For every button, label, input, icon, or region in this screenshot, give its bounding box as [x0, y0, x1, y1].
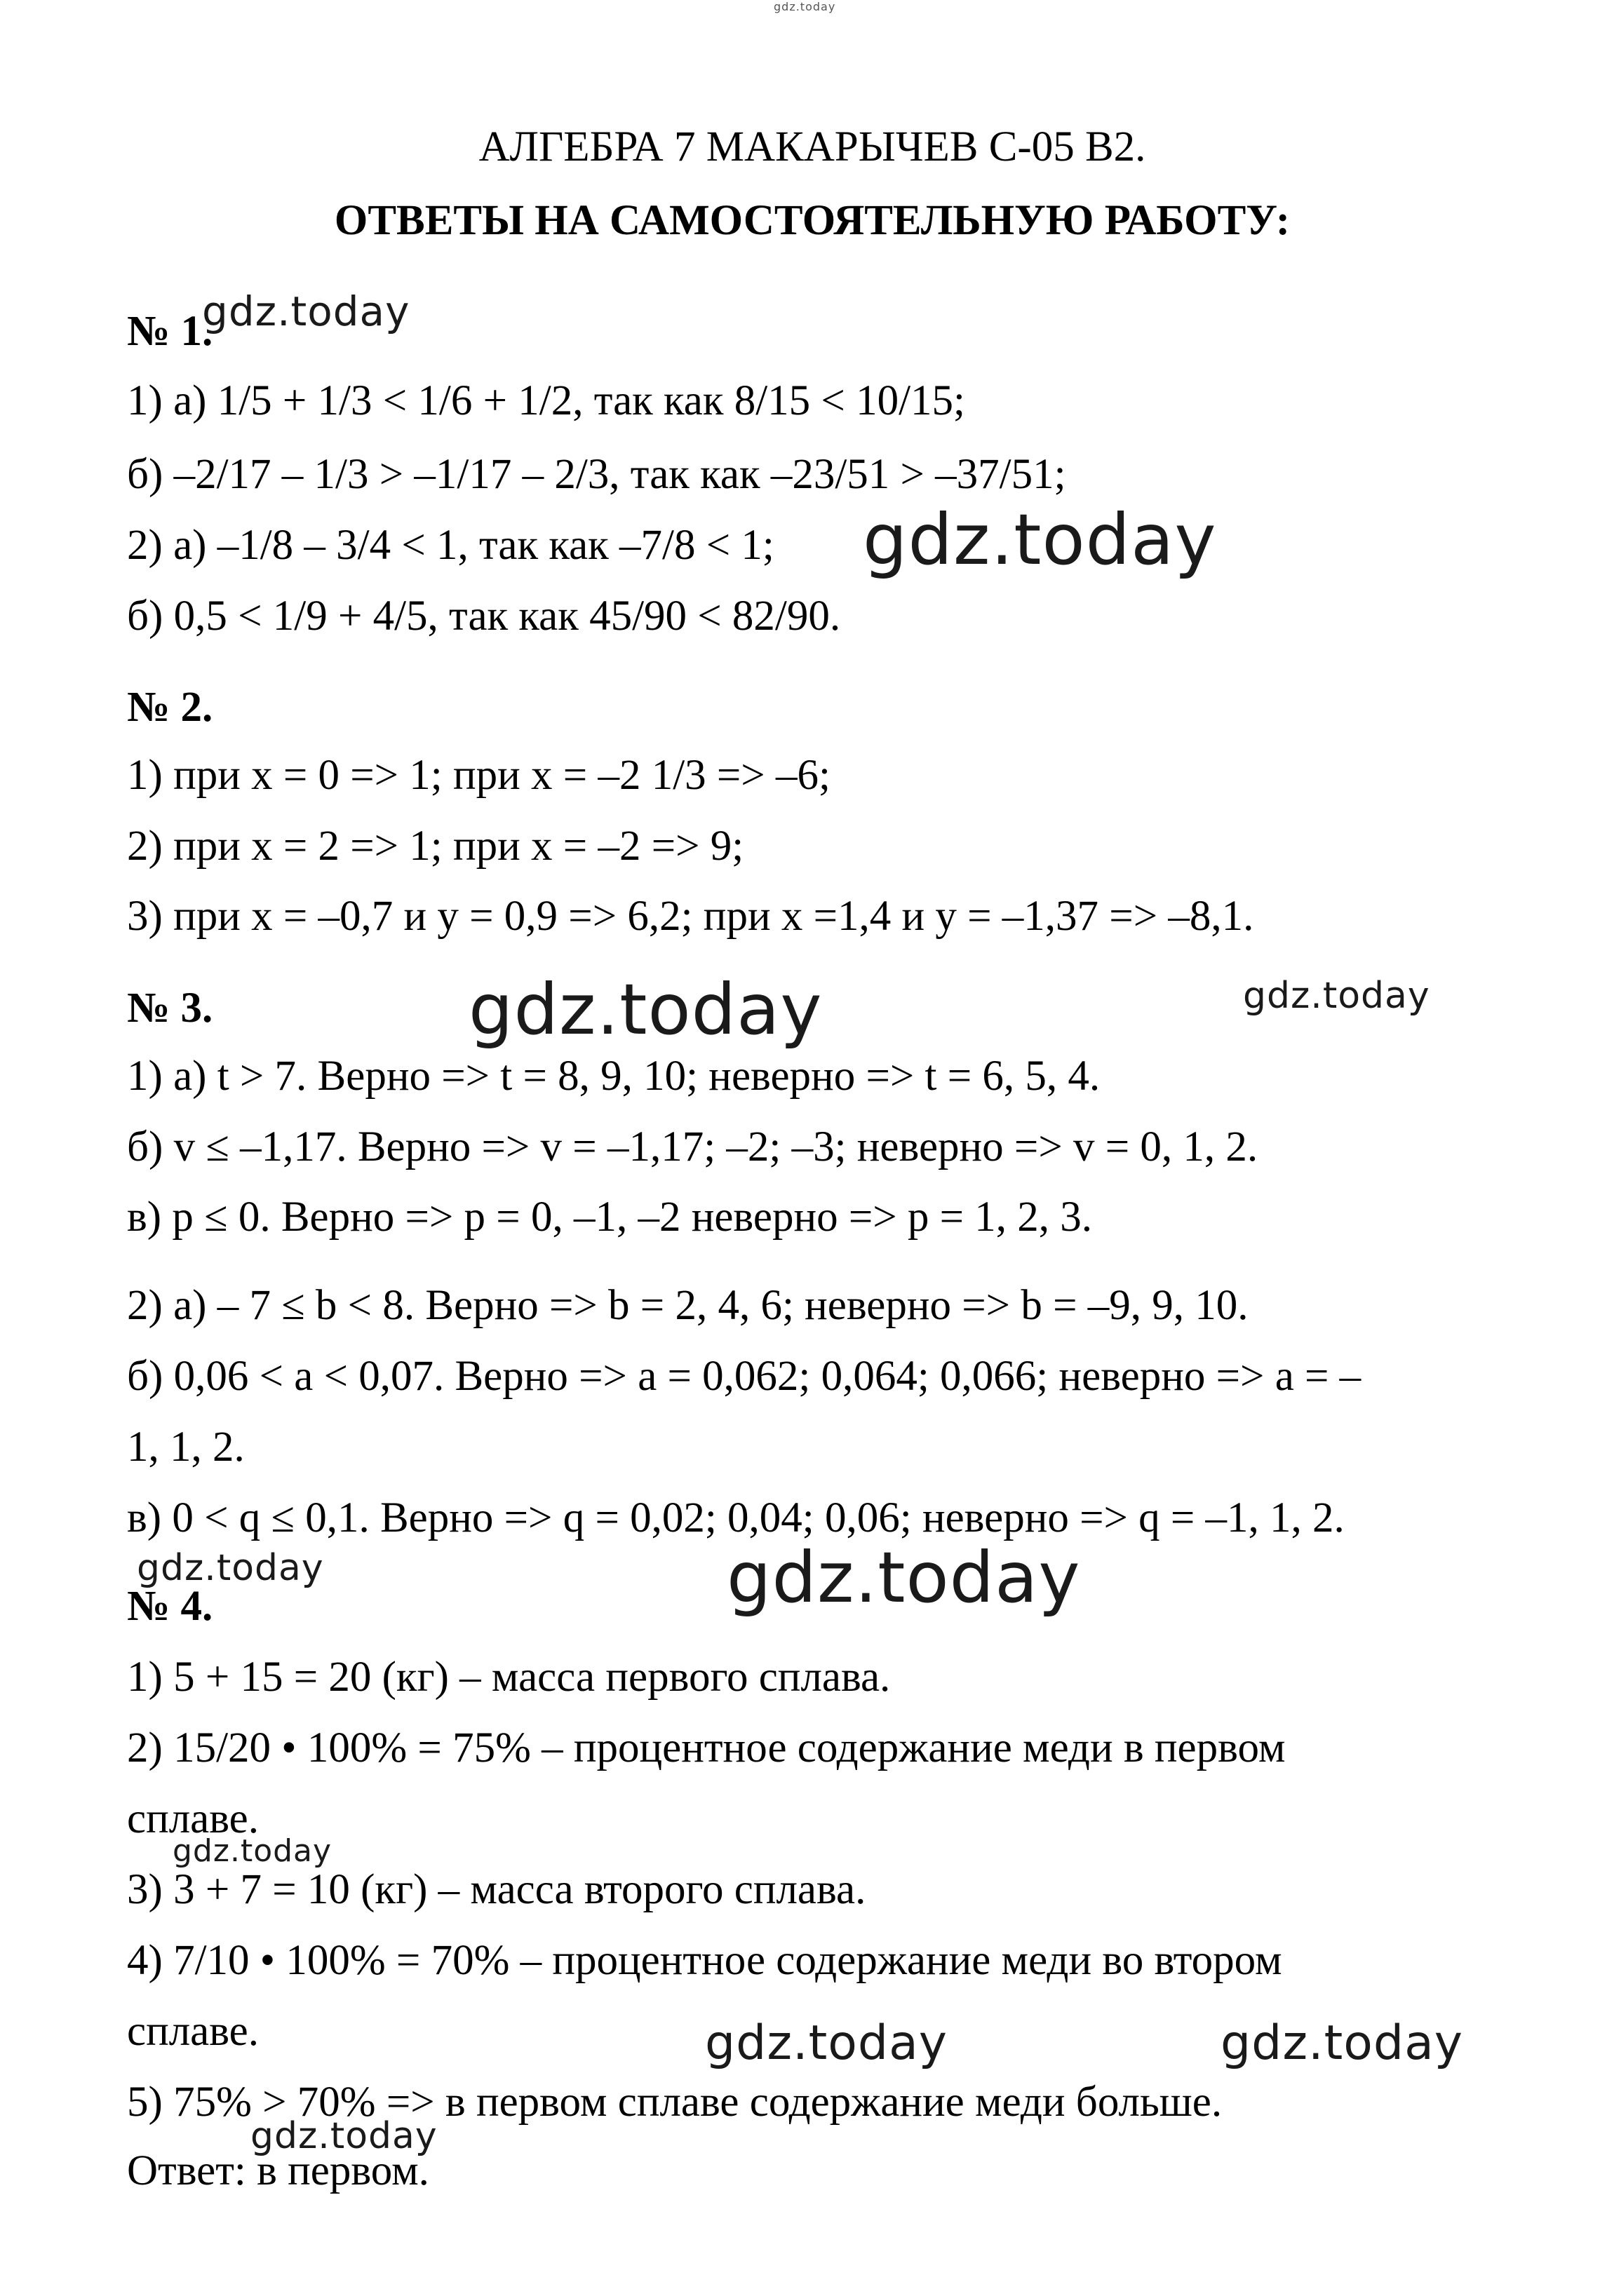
task-4-answer: Ответ: в первом. — [127, 2147, 429, 2194]
watermark: gdz.today — [1221, 2015, 1463, 2071]
task-4-heading: № 4. — [127, 1583, 213, 1630]
task-3-line: б) 0,06 < a < 0,07. Верно => a = 0,062; 0,064; 0,066; неверно => a = – — [127, 1353, 1362, 1400]
task-3-line: 1, 1, 2. — [127, 1424, 245, 1471]
task-3-line: 1) а) t > 7. Верно => t = 8, 9, 10; неверно => t = 6, 5, 4. — [127, 1053, 1101, 1100]
watermark: gdz.today — [1243, 975, 1430, 1017]
watermark: gdz.today — [250, 2115, 438, 2157]
task-3-line: в) p ≤ 0. Верно => p = 0, –1, –2 неверно => p = 1, 2, 3. — [127, 1194, 1093, 1241]
task-4-line: 3) 3 + 7 = 10 (кг) – масса второго сплава. — [127, 1866, 866, 1913]
task-4-line: 4) 7/10 • 100% = 70% – процентное содержание меди во втором — [127, 1937, 1282, 1984]
watermark: gdz.today — [469, 968, 823, 1051]
watermark: gdz.today — [705, 2015, 948, 2071]
watermark: gdz.today — [774, 0, 836, 13]
watermark: gdz.today — [863, 499, 1217, 581]
task-4-line: сплаве. — [127, 1795, 260, 1842]
task-3-line: 2) а) – 7 ≤ b < 8. Верно => b = 2, 4, 6; неверно => b = –9, 9, 10. — [127, 1282, 1249, 1329]
task-2-line: 3) при x = –0,7 и y = 0,9 => 6,2; при x =1,4 и y = –1,37 => –8,1. — [127, 893, 1254, 940]
task-1-line: 1) а) 1/5 + 1/3 < 1/6 + 1/2, так как 8/15 < 10/15; — [127, 377, 965, 424]
watermark: gdz.today — [137, 1547, 324, 1589]
task-3-line: в) 0 < q ≤ 0,1. Верно => q = 0,02; 0,04; 0,06; неверно => q = –1, 1, 2. — [127, 1494, 1345, 1541]
page-subtitle: ОТВЕТЫ НА САМОСТОЯТЕЛЬНУЮ РАБОТУ: — [334, 197, 1291, 244]
task-3-line: б) v ≤ –1,17. Верно => v = –1,17; –2; –3; неверно => v = 0, 1, 2. — [127, 1123, 1258, 1170]
task-3-heading: № 3. — [127, 985, 213, 1032]
task-1-line: 2) а) –1/8 – 3/4 < 1, так как –7/8 < 1; — [127, 522, 774, 569]
watermark: gdz.today — [727, 1537, 1081, 1619]
task-1-heading: № 1. — [127, 308, 213, 355]
task-2-heading: № 2. — [127, 684, 213, 731]
task-1-line: б) 0,5 < 1/9 + 4/5, так как 45/90 < 82/90. — [127, 593, 841, 640]
task-1-line: б) –2/17 – 1/3 > –1/17 – 2/3, так как –23/51 > –37/51; — [127, 451, 1066, 498]
task-4-line: сплаве. — [127, 2008, 260, 2055]
task-2-line: 1) при x = 0 => 1; при x = –2 1/3 => –6; — [127, 752, 831, 799]
task-4-line: 5) 75% > 70% => в первом сплаве содержание меди больше. — [127, 2079, 1223, 2126]
watermark: gdz.today — [173, 1833, 332, 1869]
page-title: АЛГЕБРА 7 МАКАРЫЧЕВ С-05 В2. — [478, 123, 1146, 170]
task-4-line: 1) 5 + 15 = 20 (кг) – масса первого сплава. — [127, 1654, 891, 1701]
task-4-line: 2) 15/20 • 100% = 75% – процентное содержание меди в первом — [127, 1724, 1286, 1771]
task-2-line: 2) при x = 2 => 1; при x = –2 => 9; — [127, 823, 744, 870]
watermark: gdz.today — [202, 288, 410, 335]
